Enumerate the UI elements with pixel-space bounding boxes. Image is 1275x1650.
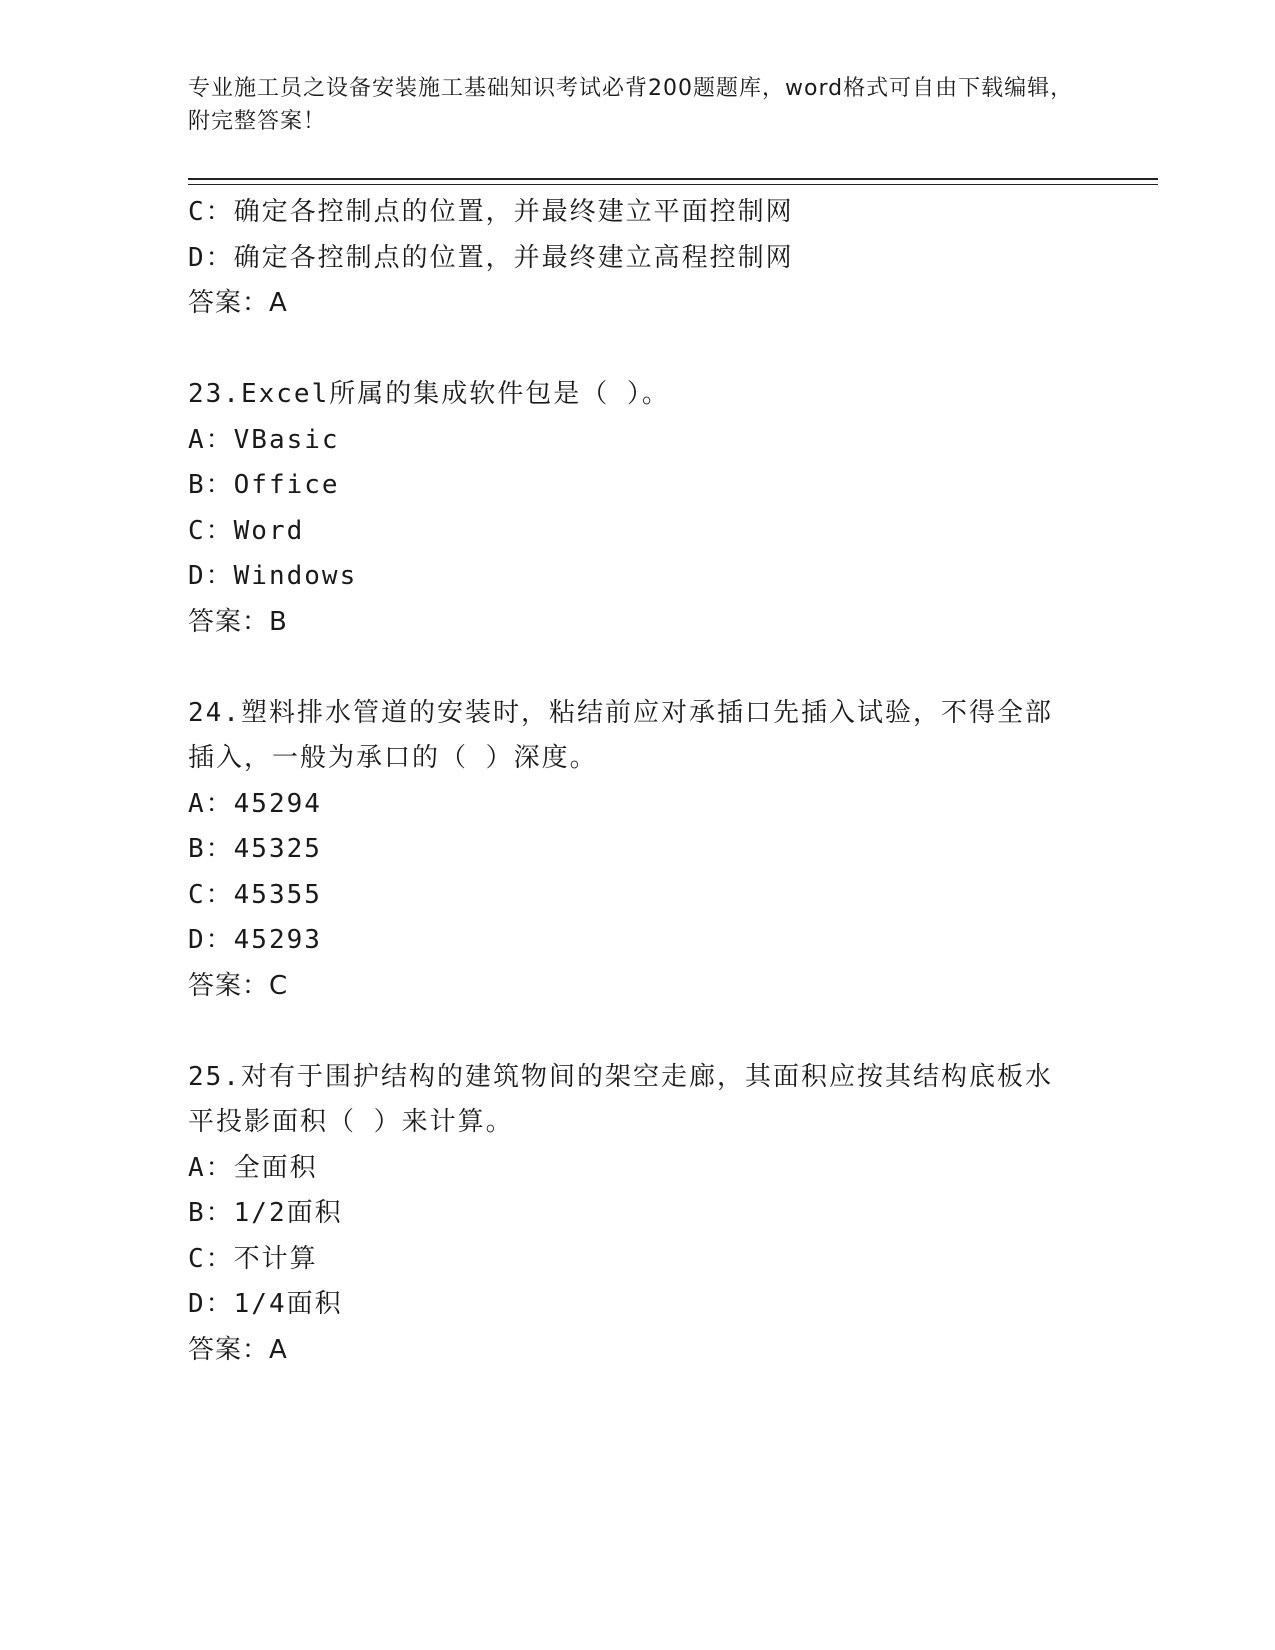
option-d: D：45293	[188, 925, 322, 955]
spacer	[188, 645, 1088, 691]
option-c: C：Word	[188, 515, 305, 546]
question-text-line-1: 24.塑料排水管道的安装时，粘结前应对承插口先插入试验，不得全部	[188, 697, 1053, 728]
spacer	[188, 1009, 1088, 1055]
header-rule-bottom	[188, 184, 1158, 185]
answer: 答案：A	[188, 288, 288, 318]
option-c: C：不计算	[188, 1243, 318, 1274]
prev-question-tail	[188, 190, 1088, 327]
question-text-line-1: 25.对有于围护结构的建筑物间的架空走廊，其面积应按其结构底板水	[188, 1061, 1053, 1092]
option-c: C：45355	[188, 879, 322, 910]
question-text: 23.Excel所属的集成软件包是（ ）。	[188, 379, 670, 409]
question-list	[188, 190, 1088, 1373]
answer: 答案：A	[188, 1334, 288, 1365]
question-24	[188, 691, 1088, 1010]
option-d: D：Windows	[188, 561, 358, 591]
question-23	[188, 372, 1088, 645]
question-text-line-2: 平投影面积（ ）来计算。	[188, 1107, 514, 1137]
header-rule-top	[188, 178, 1158, 180]
document-title: 专业施工员之设备安装施工基础知识考试必背200题题库，word格式可自由下载编辑，附完整答案！	[188, 76, 1074, 134]
answer: 答案：B	[188, 606, 288, 637]
question-text-line-2: 插入，一般为承口的（ ）深度。	[188, 743, 598, 773]
spacer	[188, 327, 1088, 373]
question-25	[188, 1055, 1088, 1374]
option-a: A：VBasic	[188, 424, 340, 455]
option-b: B：Office	[188, 470, 340, 500]
option-d: D：1/4面积	[188, 1289, 343, 1319]
option-c: C：确定各控制点的位置，并最终建立平面控制网	[188, 197, 794, 227]
option-a: A：45294	[188, 788, 322, 819]
option-b: B：45325	[188, 834, 322, 864]
option-d: D：确定各控制点的位置，并最终建立高程控制网	[188, 242, 794, 273]
option-a: A：全面积	[188, 1152, 318, 1183]
page-header	[188, 72, 1088, 138]
option-b: B：1/2面积	[188, 1198, 343, 1228]
answer: 答案：C	[188, 970, 289, 1001]
